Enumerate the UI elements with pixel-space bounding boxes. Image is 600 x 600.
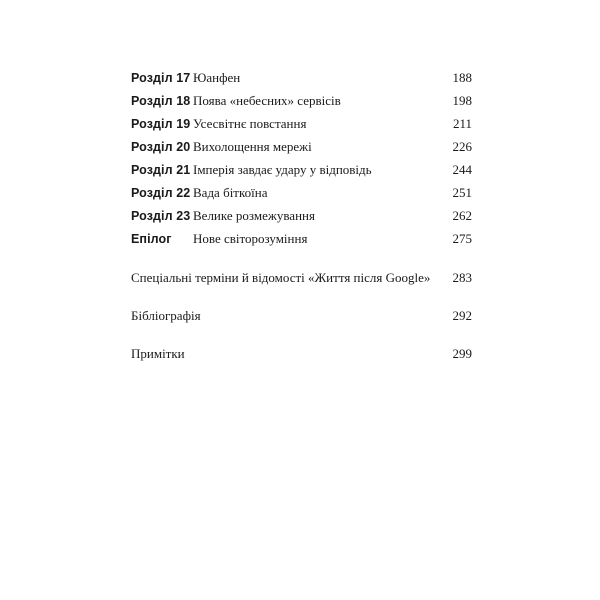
- chapter-label: Розділ 21: [131, 163, 191, 177]
- toc-entry-chapter-20: [131, 137, 472, 157]
- page-number: 292: [452, 308, 472, 323]
- toc-entry-notes: [131, 344, 472, 364]
- toc-entry-bibliography: [131, 306, 472, 326]
- chapter-title: Вада біткоїна: [193, 185, 268, 200]
- page-number: 283: [452, 270, 472, 285]
- toc-entry-chapter-22: [131, 183, 472, 203]
- toc-entry-glossary: [131, 268, 472, 288]
- chapter-title: Усесвітнє повстання: [193, 116, 307, 131]
- page-number: 188: [452, 70, 472, 85]
- chapter-title: Юанфен: [193, 70, 241, 85]
- toc-entry-chapter-18: [131, 91, 472, 111]
- page-number: 251: [452, 185, 472, 200]
- section-title: Спеціальні терміни й відомості «Життя після Google»: [131, 270, 431, 285]
- page-number: 299: [452, 346, 472, 361]
- page-number: 244: [452, 162, 472, 177]
- toc-entry-epilogue: [131, 229, 472, 249]
- chapter-title: Нове світорозуміння: [193, 231, 308, 246]
- toc-entry-chapter-21: [131, 160, 472, 180]
- chapter-label: Розділ 23: [131, 209, 191, 223]
- chapter-label: Розділ 22: [131, 186, 191, 200]
- chapter-title: Велике розмежування: [193, 208, 315, 223]
- section-title: Примітки: [131, 346, 185, 361]
- section-title: Бібліографія: [131, 308, 201, 323]
- page-number: 262: [452, 208, 472, 223]
- chapter-label: Розділ 20: [131, 140, 191, 154]
- page-number: 198: [452, 93, 472, 108]
- page-number: 275: [452, 231, 472, 246]
- toc-entry-chapter-23: [131, 206, 472, 226]
- chapter-title: Вихолощення мережі: [193, 139, 312, 154]
- toc-entry-chapter-17: [131, 68, 472, 88]
- toc-entry-chapter-19: [131, 114, 472, 134]
- chapter-title: Імперія завдає удару у відповідь: [193, 162, 372, 177]
- page-number: 226: [452, 139, 472, 154]
- chapter-label: Епілог: [131, 232, 172, 246]
- chapter-label: Розділ 17: [131, 71, 191, 85]
- chapter-label: Розділ 19: [131, 117, 191, 131]
- chapter-title: Поява «небесних» сервісів: [193, 93, 341, 108]
- page-number: 211: [452, 116, 472, 131]
- chapter-label: Розділ 18: [131, 94, 191, 108]
